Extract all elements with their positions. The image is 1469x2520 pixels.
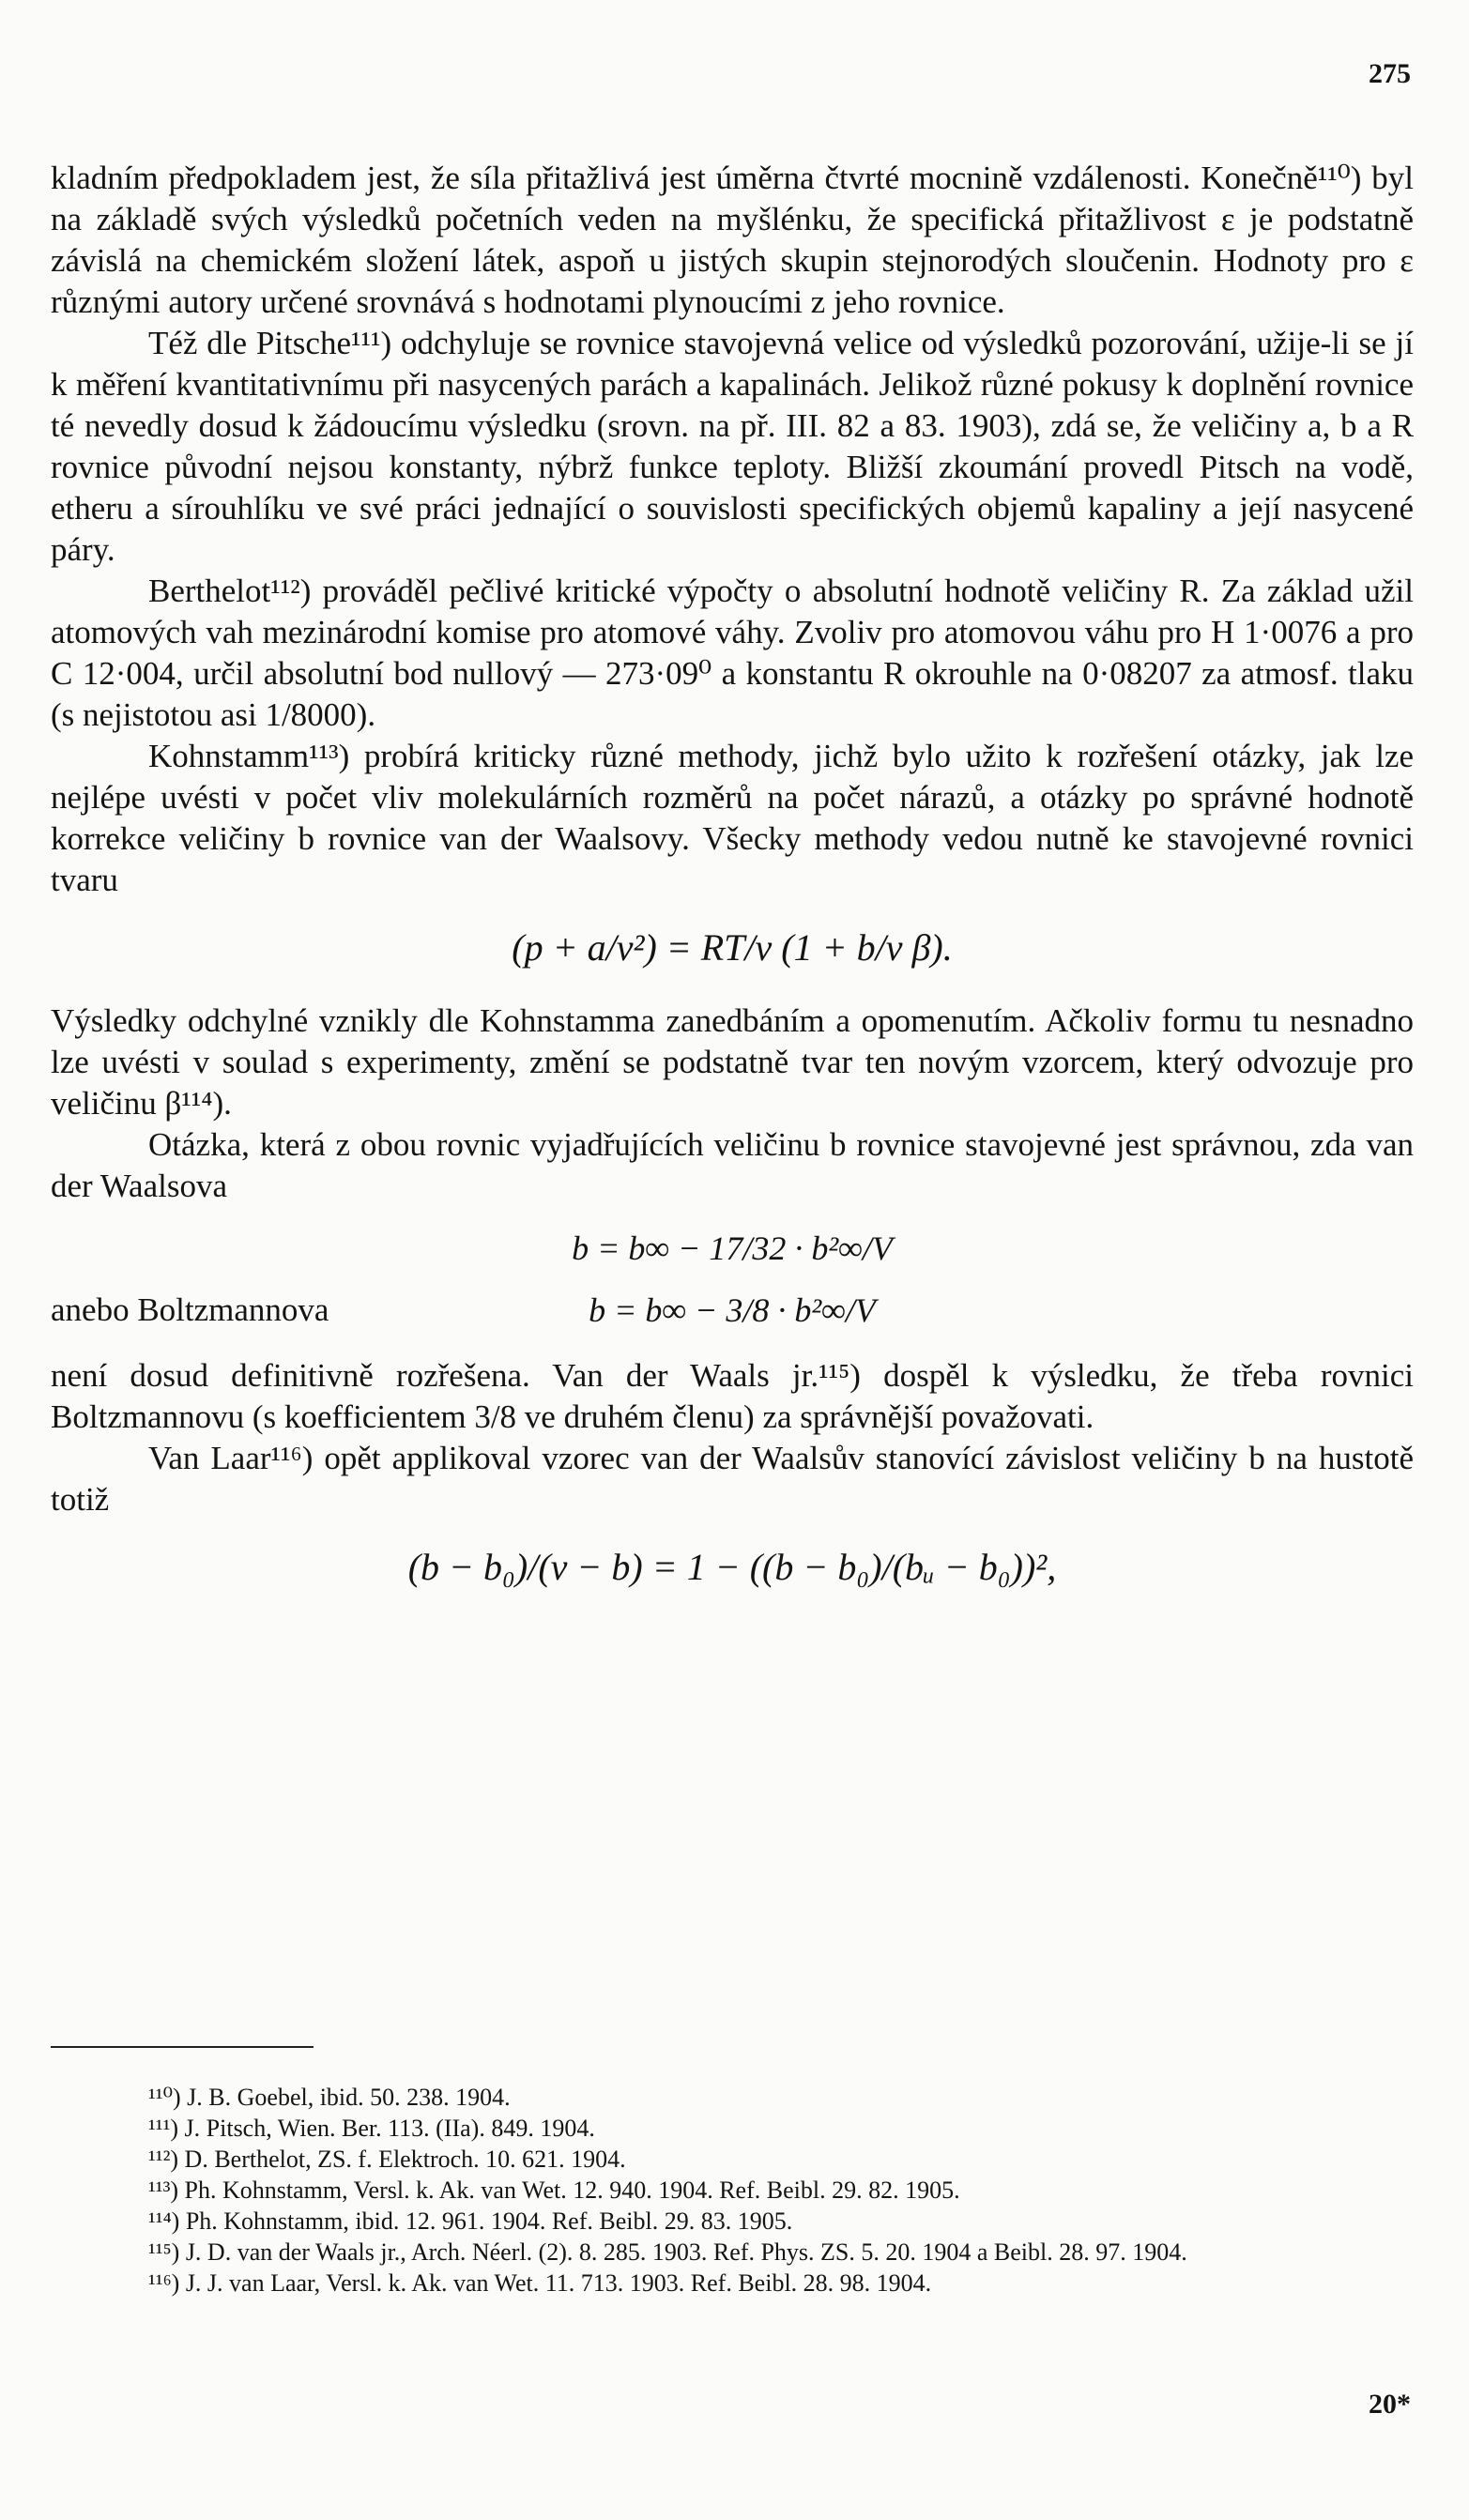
paragraph-3: Berthelot¹¹²) prováděl pečlivé kritické výpočty o absolutní hodnotě veličiny R. Za základ užil atomových vah mezinárodní komise pro atomové váhy. Zvoliv pro atomovou váhu pro H 1·0076 a pro C 12·004, určil absolutní bod nullový — 273·09⁰ a konstantu R okrouhle na 0·08207 za atmosf. tlaku (s nejistotou asi 1/8000). xyxy=(51,573,1414,733)
footnote-112: ¹¹²) D. Berthelot, ZS. f. Elektroch. 10. 621. 1904. xyxy=(148,2146,626,2173)
paragraph-8: není dosud definitivně rozřešena. Van der Waals jr.¹¹⁵) dospěl k výsledku, že třeba rovnici Boltzmannovu (s koefficientem 3/8 ve druhém členu) za správnější považovati. xyxy=(51,1357,1414,1435)
paragraph-5: Výsledky odchylné vznikly dle Kohnstamma zanedbáním a opomenutím. Ačkoliv formu tu nesnadno lze uvésti v soulad s experimenty, změní se podstatně tvar ten novým vzorcem, který odvozuje pro veličinu β¹¹⁴). xyxy=(51,1002,1414,1122)
paragraph-1: kladním předpokladem jest, že síla přitažlivá jest úměrna čtvrté mocnině vzdálenosti. Konečně¹¹⁰) byl na základě svých výsledků početních veden na myšlénku, že specifická přitažlivost ε je podstatně závislá na chemickém složení látek, aspoň u jistých skupin stejnorodých sloučenin. Hodnoty pro ε různými autory určené srovnává s hodnotami plynoucími z jeho rovnice. xyxy=(51,160,1414,320)
paragraph-2: Též dle Pitsche¹¹¹) odchyluje se rovnice stavojevná velice od výsledků pozorování, užije-li se jí k měření kvantitativnímu při nasycených parách a kapalinách. Jelikož různé pokusy k doplnění rovnice té nevedly dosud k žádoucímu výsledku (srovn. na př. III. 82 a 83. 1903), zdá se, že veličiny a, b a R rovnice původní nejsou konstanty, nýbrž funkce teploty. Bližší zkoumání provedl Pitsch na vodě, etheru a sírouhlíku ve své práci jednající o souvislosti specifických objemů kapaliny a její nasycené páry. xyxy=(51,325,1414,568)
signature-mark: 20* xyxy=(1369,2389,1411,2420)
boltzmann-label: anebo Boltzmannova xyxy=(51,1291,329,1328)
main-text xyxy=(51,158,1414,1620)
equation-van-laar: (b − b₀)/(v − b) = 1 − ((b − b₀)/(bᵤ − b₀))², xyxy=(407,1546,1057,1588)
paragraph-9: Van Laar¹¹⁶) opět applikoval vzorec van der Waalsův stanovící závislost veličiny b na hustotě totiž xyxy=(51,1440,1414,1518)
footnote-divider xyxy=(51,2046,314,2048)
equation-boltzmann: b = b∞ − 3/8 · b²∞/V xyxy=(589,1291,876,1329)
footnote-116: ¹¹⁶) J. J. van Laar, Versl. k. Ak. van Wet. 11. 713. 1903. Ref. Beibl. 28. 98. 1904. xyxy=(148,2269,932,2297)
equation-van-der-waals: b = b∞ − 17/32 · b²∞/V xyxy=(572,1229,893,1267)
footnote-115: ¹¹⁵) J. D. van der Waals jr., Arch. Néerl. (2). 8. 285. 1903. Ref. Phys. ZS. 5. 20. 1904 a Beibl. 28. 97. 1904. xyxy=(148,2238,1187,2266)
footnote-110: ¹¹⁰) J. B. Goebel, ibid. 50. 238. 1904. xyxy=(148,2084,511,2111)
page-number: 275 xyxy=(1369,58,1411,89)
paragraph-6: Otázka, která z obou rovnic vyjadřujících veličinu b rovnice stavojevné jest správnou, zda van der Waalsova xyxy=(51,1126,1414,1204)
footnote-111: ¹¹¹) J. Pitsch, Wien. Ber. 113. (IIa). 849. 1904. xyxy=(148,2115,595,2142)
boltzmann-row xyxy=(51,1290,1414,1331)
paragraph-4: Kohnstamm¹¹³) probírá kriticky různé methody, jichž bylo užito k rozřešení otázky, jak lze nejlépe uvésti v počet vliv molekulárních rozměrů na počet nárazů, a otázky po správné hodnotě korrekce veličiny b rovnice van der Waalsovy. Všecky methody vedou nutně ke stavojevné rovnici tvaru xyxy=(51,738,1414,898)
footnote-114: ¹¹⁴) Ph. Kohnstamm, ibid. 12. 961. 1904. Ref. Beibl. 29. 83. 1905. xyxy=(148,2207,793,2235)
equation-state: (p + a/v²) = RT/v (1 + b/v β). xyxy=(512,926,953,969)
footnote-113: ¹¹³) Ph. Kohnstamm, Versl. k. Ak. van Wet. 12. 940. 1904. Ref. Beibl. 29. 82. 1905. xyxy=(148,2176,960,2204)
footnotes xyxy=(51,2082,1414,2299)
